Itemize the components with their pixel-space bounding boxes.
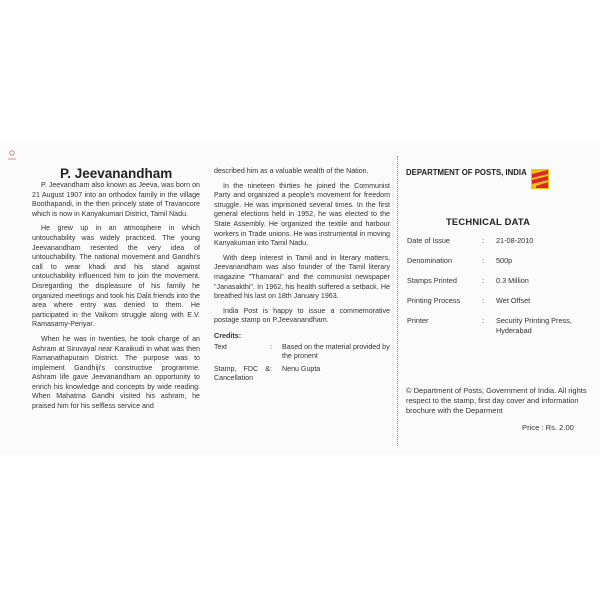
bio-paragraph: India Post is happy to issue a commemorative postage stamp on P.Jeevanandham. [214,306,390,325]
tech-colon: : [482,256,485,265]
tech-label: Stamps Printed [407,276,457,285]
tech-value: 0.3 Million [496,276,529,285]
tech-value: 500p [496,256,513,265]
registration-mark-icon [7,149,17,161]
bio-paragraph: He grew up in an atmosphere in which untouchability was widely practiced. The young Jeevanandham resented the very idea of untouchability. The national movement and Gandhi's call to wear khadi and his stand against untouchability influenced him to join the movement. Disregarding the displeasure of his family he organized meetings and took his Dalit friends into the area where entry was denied to them. He participated in the Vaikom struggle along with E.V. Ramasamy-Periyar. [32,224,200,329]
bio-column-1 [32,181,200,417]
credit-row [214,343,390,362]
credit-value: Based on the material provided by the pronent [282,342,390,361]
credits-heading: Credits: [214,330,242,340]
india-post-logo-icon [530,168,550,190]
table-row [407,296,586,316]
table-row [407,276,586,296]
tech-value: Wet Offset [496,296,531,305]
copyright-notice: © Department of Posts, Government of India. All rights respect to the stamp, first day cover and information brochure with the Deparment [406,386,587,415]
bio-paragraph: When he was in twenties, he took charge of an Ashram at Siruvayal near Karaikudi in what was then Ramanathapuram District. The purpose was to implement Gandhiji's constructive programme. Ashram life gave Jeevanandham an opportunity to enrich his knowledge and concepts by wide reading. When Mahatma Gandhi visited his ashram, he praised him for his selfless service and [32,334,200,411]
tech-label: Printer [407,316,429,325]
bio-paragraph: P. Jeevandham also known as Jeeva, was born on 21 August 1907 into an orthodox family in the village Boothapandi, in the then princely state of Travancore which is now in Kanyakumari District, Tamil Nadu. [32,181,200,218]
tech-colon: : [482,276,485,285]
technical-data-table [407,236,586,342]
tech-label: Denomination [407,256,453,265]
tech-colon: : [482,316,485,325]
table-row [407,256,586,276]
credit-row [214,365,390,384]
technical-data-heading: TECHNICAL DATA [446,216,531,227]
tech-colon: : [482,296,485,305]
credit-colon: : [270,364,272,373]
department-name: DEPARTMENT OF POSTS, INDIA [406,168,527,177]
bio-paragraph-continued: described him as a valuable wealth of the Nation. [214,167,369,175]
tech-colon: : [482,236,485,245]
tech-label: Printing Process [407,296,461,305]
credit-value: Nenu Gupta [282,364,321,373]
bio-paragraph: With deep interest in Tamil and in literary matters, Jeevanandham was also founder of the Tamil literary magazine "Thamarai" and the communist newspaper "Janasakthi". In 1962, his health suffered a setback. He breathed his last on 18th January 1963. [214,253,390,301]
tech-value: Security Printing Press, Hyderabad [496,316,572,335]
bio-paragraph: In the nineteen thirties he joined the Communist Party and organized a people's movement for freedom struggle. He was imprisoned several times. In the first general elections held in 1952, he was elected to the State Assembly. He organized the textile and harbour workers in Trade unions. He was instrumental in moving Kanyakumari into Tamil Nadu. [214,181,390,248]
tech-label: Date of Issue [407,236,450,245]
table-row [407,236,586,256]
table-row [407,316,586,342]
page-title: P. Jeevanandham [60,166,173,181]
column-divider [397,156,398,446]
tech-value: 21-08-2010 [496,236,534,245]
credit-colon: : [270,342,272,351]
price-label: Price : Rs. 2.00 [522,423,574,432]
credit-label: Text [214,342,228,351]
bio-column-2 [214,167,390,387]
credit-label: Stamp, FDC & Cancellation [214,364,270,383]
